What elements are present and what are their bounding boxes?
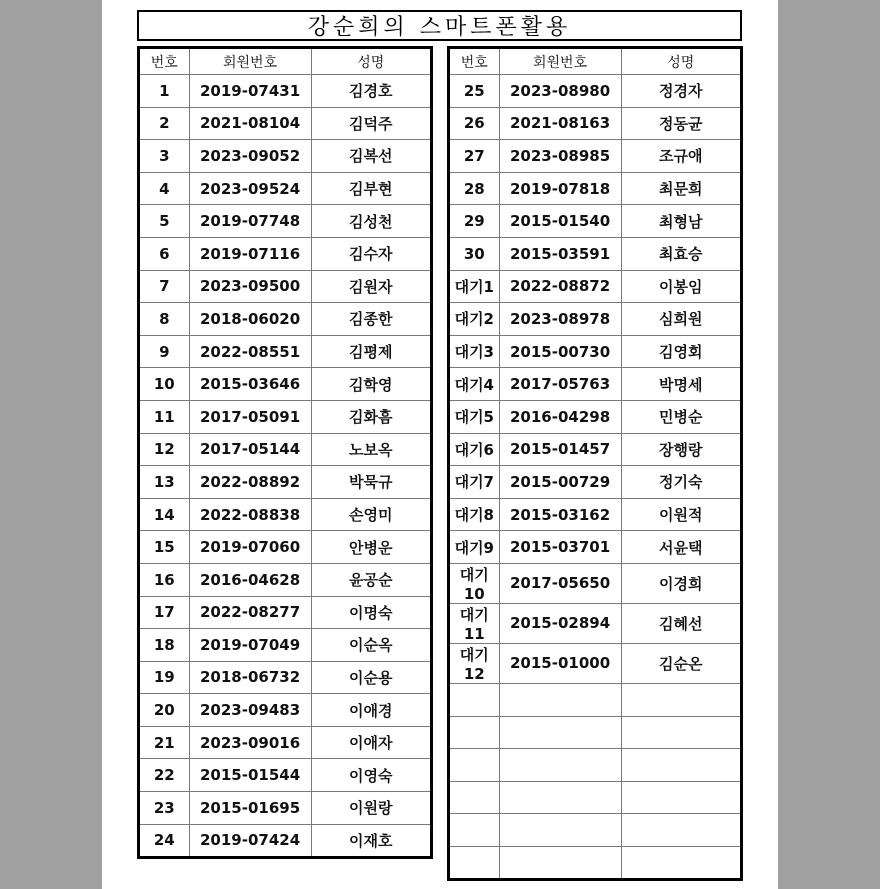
table-row: [449, 172, 742, 205]
table-row: [449, 846, 742, 880]
table-row: [139, 205, 432, 238]
row-number-cell: 11: [139, 400, 190, 433]
table-row: [449, 75, 742, 108]
member-id-cell: 2023-08985: [499, 140, 621, 173]
row-number-cell: 17: [139, 596, 190, 629]
member-id-cell: 2023-09483: [189, 694, 311, 727]
table-row: [139, 335, 432, 368]
member-name-cell: 김덕주: [311, 107, 431, 140]
member-id-cell: 2015-01457: [499, 433, 621, 466]
table-row: [139, 726, 432, 759]
table-row: [139, 596, 432, 629]
member-name-cell: 이원적: [621, 498, 741, 531]
member-name-cell: 김혜선: [621, 603, 741, 643]
member-name-cell: 이영숙: [311, 759, 431, 792]
member-name-cell: [621, 814, 741, 847]
table-row: [139, 172, 432, 205]
member-name-cell: 이봉임: [621, 270, 741, 303]
row-number-cell: 30: [449, 237, 500, 270]
row-number-cell: 14: [139, 498, 190, 531]
member-name-cell: 박묵규: [311, 466, 431, 499]
row-number-cell: 대기9: [449, 531, 500, 564]
member-id-cell: 2019-07431: [189, 75, 311, 108]
member-name-cell: 김복선: [311, 140, 431, 173]
member-name-cell: 이순용: [311, 661, 431, 694]
table-row: [449, 400, 742, 433]
member-name-cell: 손영미: [311, 498, 431, 531]
member-id-cell: 2019-07748: [189, 205, 311, 238]
header-member-id: 회원번호: [189, 48, 311, 75]
row-number-cell: 대기10: [449, 563, 500, 603]
header-no: 번호: [139, 48, 190, 75]
member-name-cell: 이재호: [311, 824, 431, 858]
row-number-cell: 20: [139, 694, 190, 727]
row-number-cell: [449, 683, 500, 716]
member-id-cell: [499, 846, 621, 880]
member-id-cell: 2021-08104: [189, 107, 311, 140]
member-name-cell: 김수자: [311, 237, 431, 270]
header-row: [449, 48, 742, 75]
row-number-cell: 대기11: [449, 603, 500, 643]
table-row: [139, 107, 432, 140]
member-id-cell: 2015-00730: [499, 335, 621, 368]
row-number-cell: 26: [449, 107, 500, 140]
row-number-cell: 24: [139, 824, 190, 858]
member-id-cell: 2015-03646: [189, 368, 311, 401]
table-row: [139, 303, 432, 336]
member-id-cell: [499, 814, 621, 847]
member-id-cell: 2022-08277: [189, 596, 311, 629]
member-id-cell: 2022-08551: [189, 335, 311, 368]
row-number-cell: 25: [449, 75, 500, 108]
row-number-cell: 18: [139, 629, 190, 662]
member-name-cell: 김학영: [311, 368, 431, 401]
row-number-cell: 6: [139, 237, 190, 270]
row-number-cell: 23: [139, 792, 190, 825]
member-name-cell: 조규애: [621, 140, 741, 173]
table-row: [449, 498, 742, 531]
row-number-cell: 7: [139, 270, 190, 303]
member-name-cell: 김종한: [311, 303, 431, 336]
row-number-cell: 대기8: [449, 498, 500, 531]
table-row: [139, 400, 432, 433]
row-number-cell: 28: [449, 172, 500, 205]
member-name-cell: 이순옥: [311, 629, 431, 662]
member-id-cell: 2017-05763: [499, 368, 621, 401]
member-name-cell: 이명숙: [311, 596, 431, 629]
member-id-cell: 2017-05144: [189, 433, 311, 466]
member-name-cell: [621, 846, 741, 880]
table-row: [449, 466, 742, 499]
member-id-cell: 2022-08892: [189, 466, 311, 499]
member-id-cell: [499, 683, 621, 716]
member-id-cell: 2023-09052: [189, 140, 311, 173]
member-name-cell: [621, 749, 741, 782]
member-id-cell: 2015-01000: [499, 643, 621, 683]
header-name: 성명: [621, 48, 741, 75]
row-number-cell: 대기1: [449, 270, 500, 303]
table-row: [139, 466, 432, 499]
table-row: [139, 237, 432, 270]
row-number-cell: [449, 749, 500, 782]
page-title: 강순희의 스마트폰활용: [307, 15, 572, 40]
table-row: [139, 433, 432, 466]
member-name-cell: 김부현: [311, 172, 431, 205]
header-no: 번호: [449, 48, 500, 75]
row-number-cell: 1: [139, 75, 190, 108]
row-number-cell: 9: [139, 335, 190, 368]
table-row: [139, 792, 432, 825]
table-row: [449, 531, 742, 564]
member-id-cell: 2016-04298: [499, 400, 621, 433]
row-number-cell: [449, 846, 500, 880]
member-id-cell: 2015-00729: [499, 466, 621, 499]
row-number-cell: 4: [139, 172, 190, 205]
member-id-cell: 2017-05650: [499, 563, 621, 603]
row-number-cell: 27: [449, 140, 500, 173]
row-number-cell: 19: [139, 661, 190, 694]
member-name-cell: 박명세: [621, 368, 741, 401]
table-row: [449, 563, 742, 603]
roster-table-right: [447, 46, 743, 881]
member-name-cell: 장행랑: [621, 433, 741, 466]
table-row: [449, 237, 742, 270]
member-name-cell: 김평제: [311, 335, 431, 368]
member-name-cell: 최효승: [621, 237, 741, 270]
member-name-cell: 정동균: [621, 107, 741, 140]
row-number-cell: 13: [139, 466, 190, 499]
row-number-cell: 12: [139, 433, 190, 466]
member-id-cell: 2023-09500: [189, 270, 311, 303]
row-number-cell: 대기2: [449, 303, 500, 336]
table-row: [449, 603, 742, 643]
table-row: [449, 205, 742, 238]
table-row: [139, 661, 432, 694]
member-name-cell: 정기숙: [621, 466, 741, 499]
row-number-cell: 22: [139, 759, 190, 792]
member-name-cell: 안병운: [311, 531, 431, 564]
member-name-cell: 서윤택: [621, 531, 741, 564]
member-name-cell: 최형남: [621, 205, 741, 238]
member-id-cell: 2015-01695: [189, 792, 311, 825]
member-id-cell: 2017-05091: [189, 400, 311, 433]
table-row: [449, 716, 742, 749]
table-row: [139, 75, 432, 108]
row-number-cell: 대기3: [449, 335, 500, 368]
member-name-cell: 정경자: [621, 75, 741, 108]
row-number-cell: 대기12: [449, 643, 500, 683]
member-id-cell: 2019-07116: [189, 237, 311, 270]
table-row: [449, 303, 742, 336]
table-row: [449, 781, 742, 814]
member-id-cell: 2021-08163: [499, 107, 621, 140]
member-id-cell: 2019-07060: [189, 531, 311, 564]
table-row: [139, 824, 432, 858]
row-number-cell: 21: [139, 726, 190, 759]
header-row: [139, 48, 432, 75]
table-row: [449, 433, 742, 466]
member-name-cell: 김원자: [311, 270, 431, 303]
table-row: [449, 107, 742, 140]
member-id-cell: 2023-09016: [189, 726, 311, 759]
member-id-cell: 2023-08978: [499, 303, 621, 336]
member-name-cell: 김순온: [621, 643, 741, 683]
member-name-cell: 노보옥: [311, 433, 431, 466]
member-id-cell: 2015-03701: [499, 531, 621, 564]
member-name-cell: 최문희: [621, 172, 741, 205]
header-member-id: 회원번호: [499, 48, 621, 75]
member-name-cell: [621, 716, 741, 749]
row-number-cell: 10: [139, 368, 190, 401]
row-number-cell: 2: [139, 107, 190, 140]
member-id-cell: 2019-07049: [189, 629, 311, 662]
member-id-cell: 2023-08980: [499, 75, 621, 108]
table-row: [449, 814, 742, 847]
table-row: [449, 643, 742, 683]
member-id-cell: 2018-06020: [189, 303, 311, 336]
member-name-cell: 김화흠: [311, 400, 431, 433]
member-id-cell: 2019-07818: [499, 172, 621, 205]
member-name-cell: 김경호: [311, 75, 431, 108]
member-id-cell: 2016-04628: [189, 563, 311, 596]
row-number-cell: 29: [449, 205, 500, 238]
row-number-cell: 8: [139, 303, 190, 336]
member-id-cell: 2019-07424: [189, 824, 311, 858]
member-id-cell: 2015-02894: [499, 603, 621, 643]
member-name-cell: [621, 683, 741, 716]
member-name-cell: 윤공순: [311, 563, 431, 596]
table-row: [139, 759, 432, 792]
member-id-cell: [499, 716, 621, 749]
row-number-cell: 3: [139, 140, 190, 173]
row-number-cell: [449, 716, 500, 749]
title-box: [137, 10, 742, 41]
member-name-cell: 이경희: [621, 563, 741, 603]
row-number-cell: 대기4: [449, 368, 500, 401]
table-row: [139, 563, 432, 596]
table-row: [449, 270, 742, 303]
member-id-cell: [499, 781, 621, 814]
member-name-cell: 심희원: [621, 303, 741, 336]
row-number-cell: [449, 814, 500, 847]
header-name: 성명: [311, 48, 431, 75]
member-id-cell: 2015-03162: [499, 498, 621, 531]
member-name-cell: [621, 781, 741, 814]
table-row: [139, 531, 432, 564]
table-row: [139, 498, 432, 531]
row-number-cell: 15: [139, 531, 190, 564]
member-id-cell: 2015-03591: [499, 237, 621, 270]
member-name-cell: 이원랑: [311, 792, 431, 825]
row-number-cell: 대기7: [449, 466, 500, 499]
member-name-cell: 김성천: [311, 205, 431, 238]
roster-table-left: [137, 46, 433, 859]
member-id-cell: 2022-08838: [189, 498, 311, 531]
member-id-cell: 2022-08872: [499, 270, 621, 303]
table-row: [449, 749, 742, 782]
table-row: [449, 368, 742, 401]
table-row: [139, 629, 432, 662]
table-row: [139, 694, 432, 727]
table-row: [449, 335, 742, 368]
row-number-cell: 16: [139, 563, 190, 596]
row-number-cell: [449, 781, 500, 814]
row-number-cell: 5: [139, 205, 190, 238]
row-number-cell: 대기5: [449, 400, 500, 433]
member-id-cell: 2015-01544: [189, 759, 311, 792]
member-id-cell: [499, 749, 621, 782]
member-name-cell: 민병순: [621, 400, 741, 433]
member-name-cell: 이애경: [311, 694, 431, 727]
table-row: [139, 140, 432, 173]
member-name-cell: 이애자: [311, 726, 431, 759]
member-name-cell: 김영회: [621, 335, 741, 368]
member-id-cell: 2023-09524: [189, 172, 311, 205]
row-number-cell: 대기6: [449, 433, 500, 466]
table-row: [139, 270, 432, 303]
table-row: [139, 368, 432, 401]
member-id-cell: 2018-06732: [189, 661, 311, 694]
member-id-cell: 2015-01540: [499, 205, 621, 238]
table-row: [449, 683, 742, 716]
table-row: [449, 140, 742, 173]
